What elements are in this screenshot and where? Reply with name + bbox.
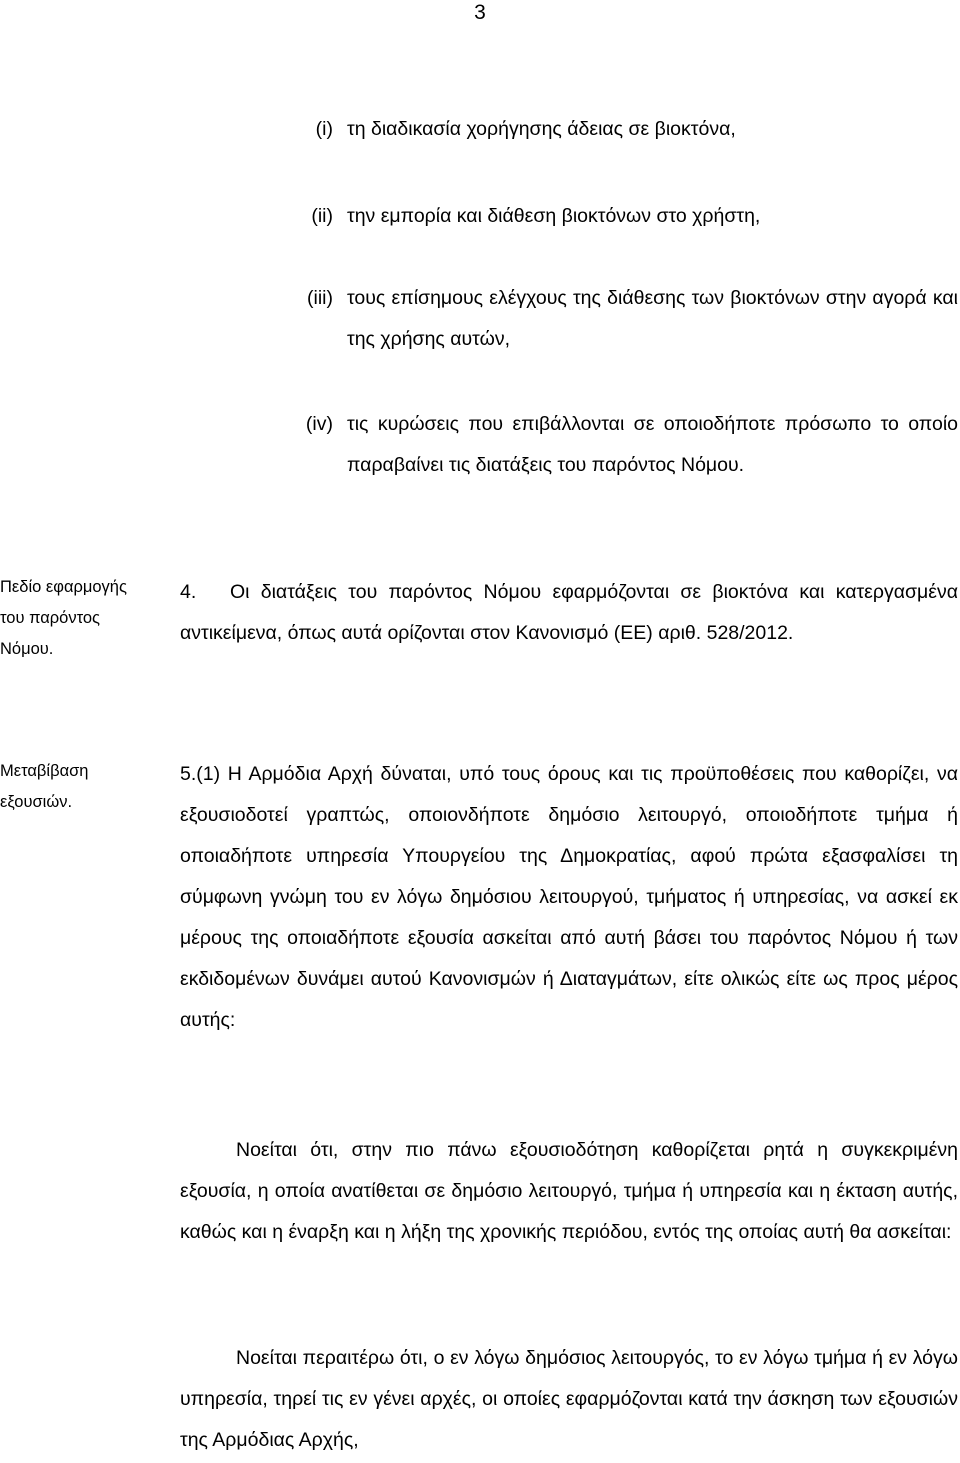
list-item [315,109,958,150]
side-note-delegation: Μεταβίβαση εξουσιών. [0,762,89,811]
list-item-number: (iii) [307,287,333,309]
list-item-text: την εμπορία και διάθεση βιοκτόνων στο χρήστη, [347,205,761,227]
section-5-number: 5.(1) [180,763,221,785]
list-item [307,278,958,360]
proviso-2: Νοείται περαιτέρω ότι, ο εν λόγω δημόσιος λειτουργός, το εν λόγω τμήμα ή εν λόγω υπηρεσία, τηρεί τις εν γένει αρχές, οι οποίες εφαρμόζονται κατά την άσκηση των εξουσιών της Αρμόδιας Αρχής, [180,1347,958,1451]
section-5-text: Η Αρμόδια Αρχή δύναται, υπό τους όρους και τις προϋποθέσεις που καθορίζει, να εξουσιοδοτεί γραπτώς, οποιονδήποτε δημόσιο λειτουργό, οποιοδήποτε τμήμα ή οποιαδήποτε υπηρεσία Υπουργείου της Δημοκρατίας, αφού πρώτα εξασφαλίσει τη σύμφωνη γνώμη του εν λόγω δημόσιου λειτουργού, τμήματος ή υπηρεσίας, να ασκεί εκ μέρους της οποιαδήποτε εξουσία ασκείται από αυτή βάσει του παρόντος Νόμου ή των εκδιδομένων δυνάμει αυτού Κανονισμών ή Διαταγμάτων, είτε ολικώς είτε ως προς μέρος αυτής: [180,763,958,1031]
list-item-text: τους επίσημους ελέγχους της διάθεσης των βιοκτόνων στην αγορά και της χρήσης αυτών, [347,287,958,350]
list-item [305,404,958,486]
list-item-text: τις κυρώσεις που επιβάλλονται σε οποιοδήποτε πρόσωπο το οποίο παραβαίνει τις διατάξεις του παρόντος Νόμου. [347,413,958,476]
list-item-text: τη διαδικασία χορήγησης άδειας σε βιοκτόνα, [347,118,736,140]
list-item [311,196,958,237]
list-item-number: (i) [315,118,333,140]
section-4 [180,572,958,654]
list-item-number: (ii) [311,205,333,227]
list-item-number: (iv) [305,413,333,435]
side-note-scope: Πεδίο εφαρμογής του παρόντος Νόμου. [0,578,127,658]
section-5 [180,754,958,1041]
proviso-1: Νοείται ότι, στην πιο πάνω εξουσιοδότηση καθορίζεται ρητά η συγκεκριμένη εξουσία, η οποία ανατίθεται σε δημόσιο λειτουργό, τμήμα ή υπηρεσία και η έκταση αυτής, καθώς και η έναρξη και η λήξη της χρονικής περιόδου, εντός της οποίας αυτή θα ασκείται: [180,1139,958,1243]
section-4-text: Οι διατάξεις του παρόντος Νόμου εφαρμόζονται σε βιοκτόνα και κατεργασμένα αντικείμενα, όπως αυτά ορίζονται στον Κανονισμό (ΕΕ) αριθ. 528/2012. [180,581,958,644]
page-number: 3 [474,1,486,24]
section-4-number: 4. [180,581,197,603]
